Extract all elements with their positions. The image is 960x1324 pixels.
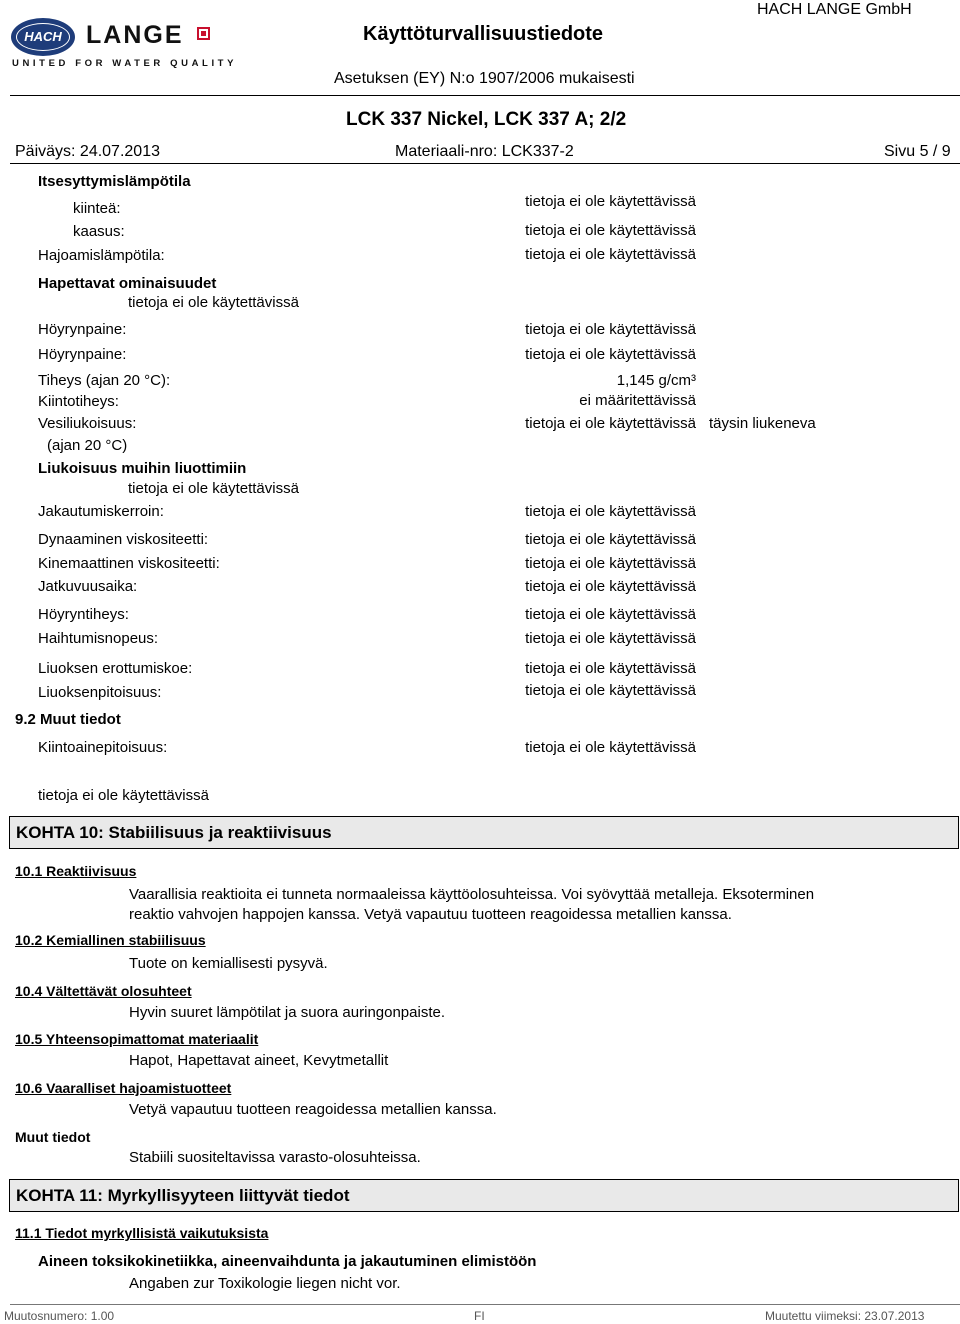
hach-logo-icon — [11, 18, 75, 56]
logo-tagline: UNITED FOR WATER QUALITY — [12, 58, 238, 69]
solid-value: tietoja ei ole käytettävissä — [525, 193, 696, 210]
solvent-content-label: Liuoksenpitoisuus: — [38, 684, 162, 701]
toxicokinetics-title: Aineen toksikokinetiikka, aineenvaihdunta ja jakautuminen elimistöön — [38, 1253, 537, 1270]
self-ignition-heading: Itsesyttymislämpötila — [38, 173, 191, 190]
vapor-density-value: tietoja ei ole käytettävissä — [525, 606, 696, 623]
page-number: Sivu 5 / 9 — [884, 143, 951, 160]
language-code: FI — [474, 1309, 485, 1323]
section-11-heading: KOHTA 11: Myrkyllisyyteen liittyvät tiedot — [16, 1186, 350, 1205]
section-10-heading: KOHTA 10: Stabiilisuus ja reaktiivisuus — [16, 823, 332, 842]
conditions-avoid-title: 10.4 Vältettävät olosuhteet — [15, 983, 192, 999]
product-title: LCK 337 Nickel, LCK 337 A; 2/2 — [346, 109, 627, 130]
solubility-other-heading: Liukoisuus muihin liuottimiin — [38, 460, 247, 477]
registered-mark-icon — [197, 27, 210, 40]
last-modified: Muutettu viimeksi: 23.07.2013 — [765, 1309, 925, 1323]
vapor-pressure-label-2: Höyrynpaine: — [38, 346, 127, 363]
hach-logo-text: HACH — [16, 23, 70, 51]
separation-value: tietoja ei ole käytettävissä — [525, 660, 696, 677]
header-divider-bottom — [10, 163, 960, 164]
reactivity-text-1: Vaarallisia reaktioita ei tunneta normaaleissa käyttöolosuhteissa. Voi syövyttää metalleja. Eksoterminen — [129, 886, 815, 903]
density-label: Tiheys (ajan 20 °C): — [38, 372, 171, 389]
other-info-10-text: Stabiili suositeltavissa varasto-olosuhteissa. — [129, 1149, 421, 1166]
partition-label: Jakautumiskerroin: — [38, 503, 164, 520]
vapor-pressure-value-1: tietoja ei ole käytettävissä — [525, 321, 696, 338]
incompatible-materials-title: 10.5 Yhteensopimattomat materiaalit — [15, 1031, 259, 1047]
gas-label: kaasus: — [73, 223, 125, 240]
reactivity-title: 10.1 Reaktiivisuus — [15, 863, 137, 879]
revision-number: Muutosnumero: 1.00 — [4, 1309, 115, 1323]
vapor-pressure-value-2: tietoja ei ole käytettävissä — [525, 346, 696, 363]
oxidizing-value: tietoja ei ole käytettävissä — [128, 294, 299, 311]
toxicology-title: 11.1 Tiedot myrkyllisistä vaikutuksista — [15, 1225, 269, 1241]
document-title: Käyttöturvallisuustiedote — [363, 23, 604, 45]
density-value: 1,145 g/cm³ — [616, 372, 696, 389]
vapor-pressure-label-1: Höyrynpaine: — [38, 321, 127, 338]
separation-label: Liuoksen erottumiskoe: — [38, 660, 193, 677]
incompatible-materials-text: Hapot, Hapettavat aineet, Kevytmetallit — [129, 1052, 389, 1069]
stability-title: 10.2 Kemiallinen stabiilisuus — [15, 932, 206, 948]
solids-content-label: Kiintoainepitoisuus: — [38, 739, 168, 756]
evaporation-label: Haihtumisnopeus: — [38, 630, 159, 647]
other-info-value: tietoja ei ole käytettävissä — [38, 787, 209, 804]
toxicokinetics-text: Angaben zur Toxikologie liegen nicht vor. — [129, 1275, 401, 1292]
water-solubility-value: tietoja ei ole käytettävissä — [525, 415, 696, 432]
dynamic-viscosity-value: tietoja ei ole käytettävissä — [525, 531, 696, 548]
regulation-line: Asetuksen (EY) N:o 1907/2006 mukaisesti — [334, 70, 635, 87]
solids-content-value: tietoja ei ole käytettävissä — [525, 739, 696, 756]
material-number: Materiaali-nro: LCK337-2 — [395, 143, 574, 160]
footer-divider — [10, 1304, 960, 1305]
reactivity-text-2: reaktio vahvojen happojen kanssa. Vetyä vapautuu tuotteen reagoidessa metallien kanssa. — [129, 906, 732, 923]
lange-logo-word: LANGE — [86, 21, 184, 49]
water-solubility-note: täysin liukeneva — [709, 415, 816, 432]
section-11-heading-bar — [9, 1179, 959, 1212]
bulk-density-label: Kiintotiheys: — [38, 393, 119, 410]
partition-value: tietoja ei ole käytettävissä — [525, 503, 696, 520]
flow-time-label: Jatkuvuusaika: — [38, 578, 138, 595]
decomposition-products-text: Vetyä vapautuu tuotteen reagoidessa metallien kanssa. — [129, 1101, 497, 1118]
vapor-density-label: Höyryntiheys: — [38, 606, 129, 623]
dynamic-viscosity-label: Dynaaminen viskositeetti: — [38, 531, 209, 548]
kinematic-viscosity-label: Kinemaattinen viskositeetti: — [38, 555, 220, 572]
evaporation-value: tietoja ei ole käytettävissä — [525, 630, 696, 647]
solvent-content-value: tietoja ei ole käytettävissä — [525, 682, 696, 699]
other-info-10-title: Muut tiedot — [15, 1129, 91, 1145]
header-divider-top — [10, 95, 960, 96]
other-info-heading: 9.2 Muut tiedot — [15, 711, 121, 728]
oxidizing-heading: Hapettavat ominaisuudet — [38, 275, 217, 292]
solid-label: kiinteä: — [73, 200, 121, 217]
stability-text: Tuote on kemiallisesti pysyvä. — [129, 955, 328, 972]
decomposition-products-title: 10.6 Vaaralliset hajoamistuotteet — [15, 1080, 232, 1096]
section-10-heading-bar — [9, 816, 959, 849]
kinematic-viscosity-value: tietoja ei ole käytettävissä — [525, 555, 696, 572]
water-solubility-label: Vesiliukoisuus: — [38, 415, 137, 432]
solubility-other-value: tietoja ei ole käytettävissä — [128, 480, 299, 497]
water-solubility-temp: (ajan 20 °C) — [47, 437, 128, 454]
flow-time-value: tietoja ei ole käytettävissä — [525, 578, 696, 595]
company-name: HACH LANGE GmbH — [757, 1, 912, 18]
document-date: Päiväys: 24.07.2013 — [15, 143, 160, 160]
conditions-avoid-text: Hyvin suuret lämpötilat ja suora auringonpaiste. — [129, 1004, 446, 1021]
gas-value: tietoja ei ole käytettävissä — [525, 222, 696, 239]
bulk-density-value: ei määritettävissä — [579, 392, 696, 409]
decomposition-value: tietoja ei ole käytettävissä — [525, 246, 696, 263]
decomposition-label: Hajoamislämpötila: — [38, 247, 165, 264]
